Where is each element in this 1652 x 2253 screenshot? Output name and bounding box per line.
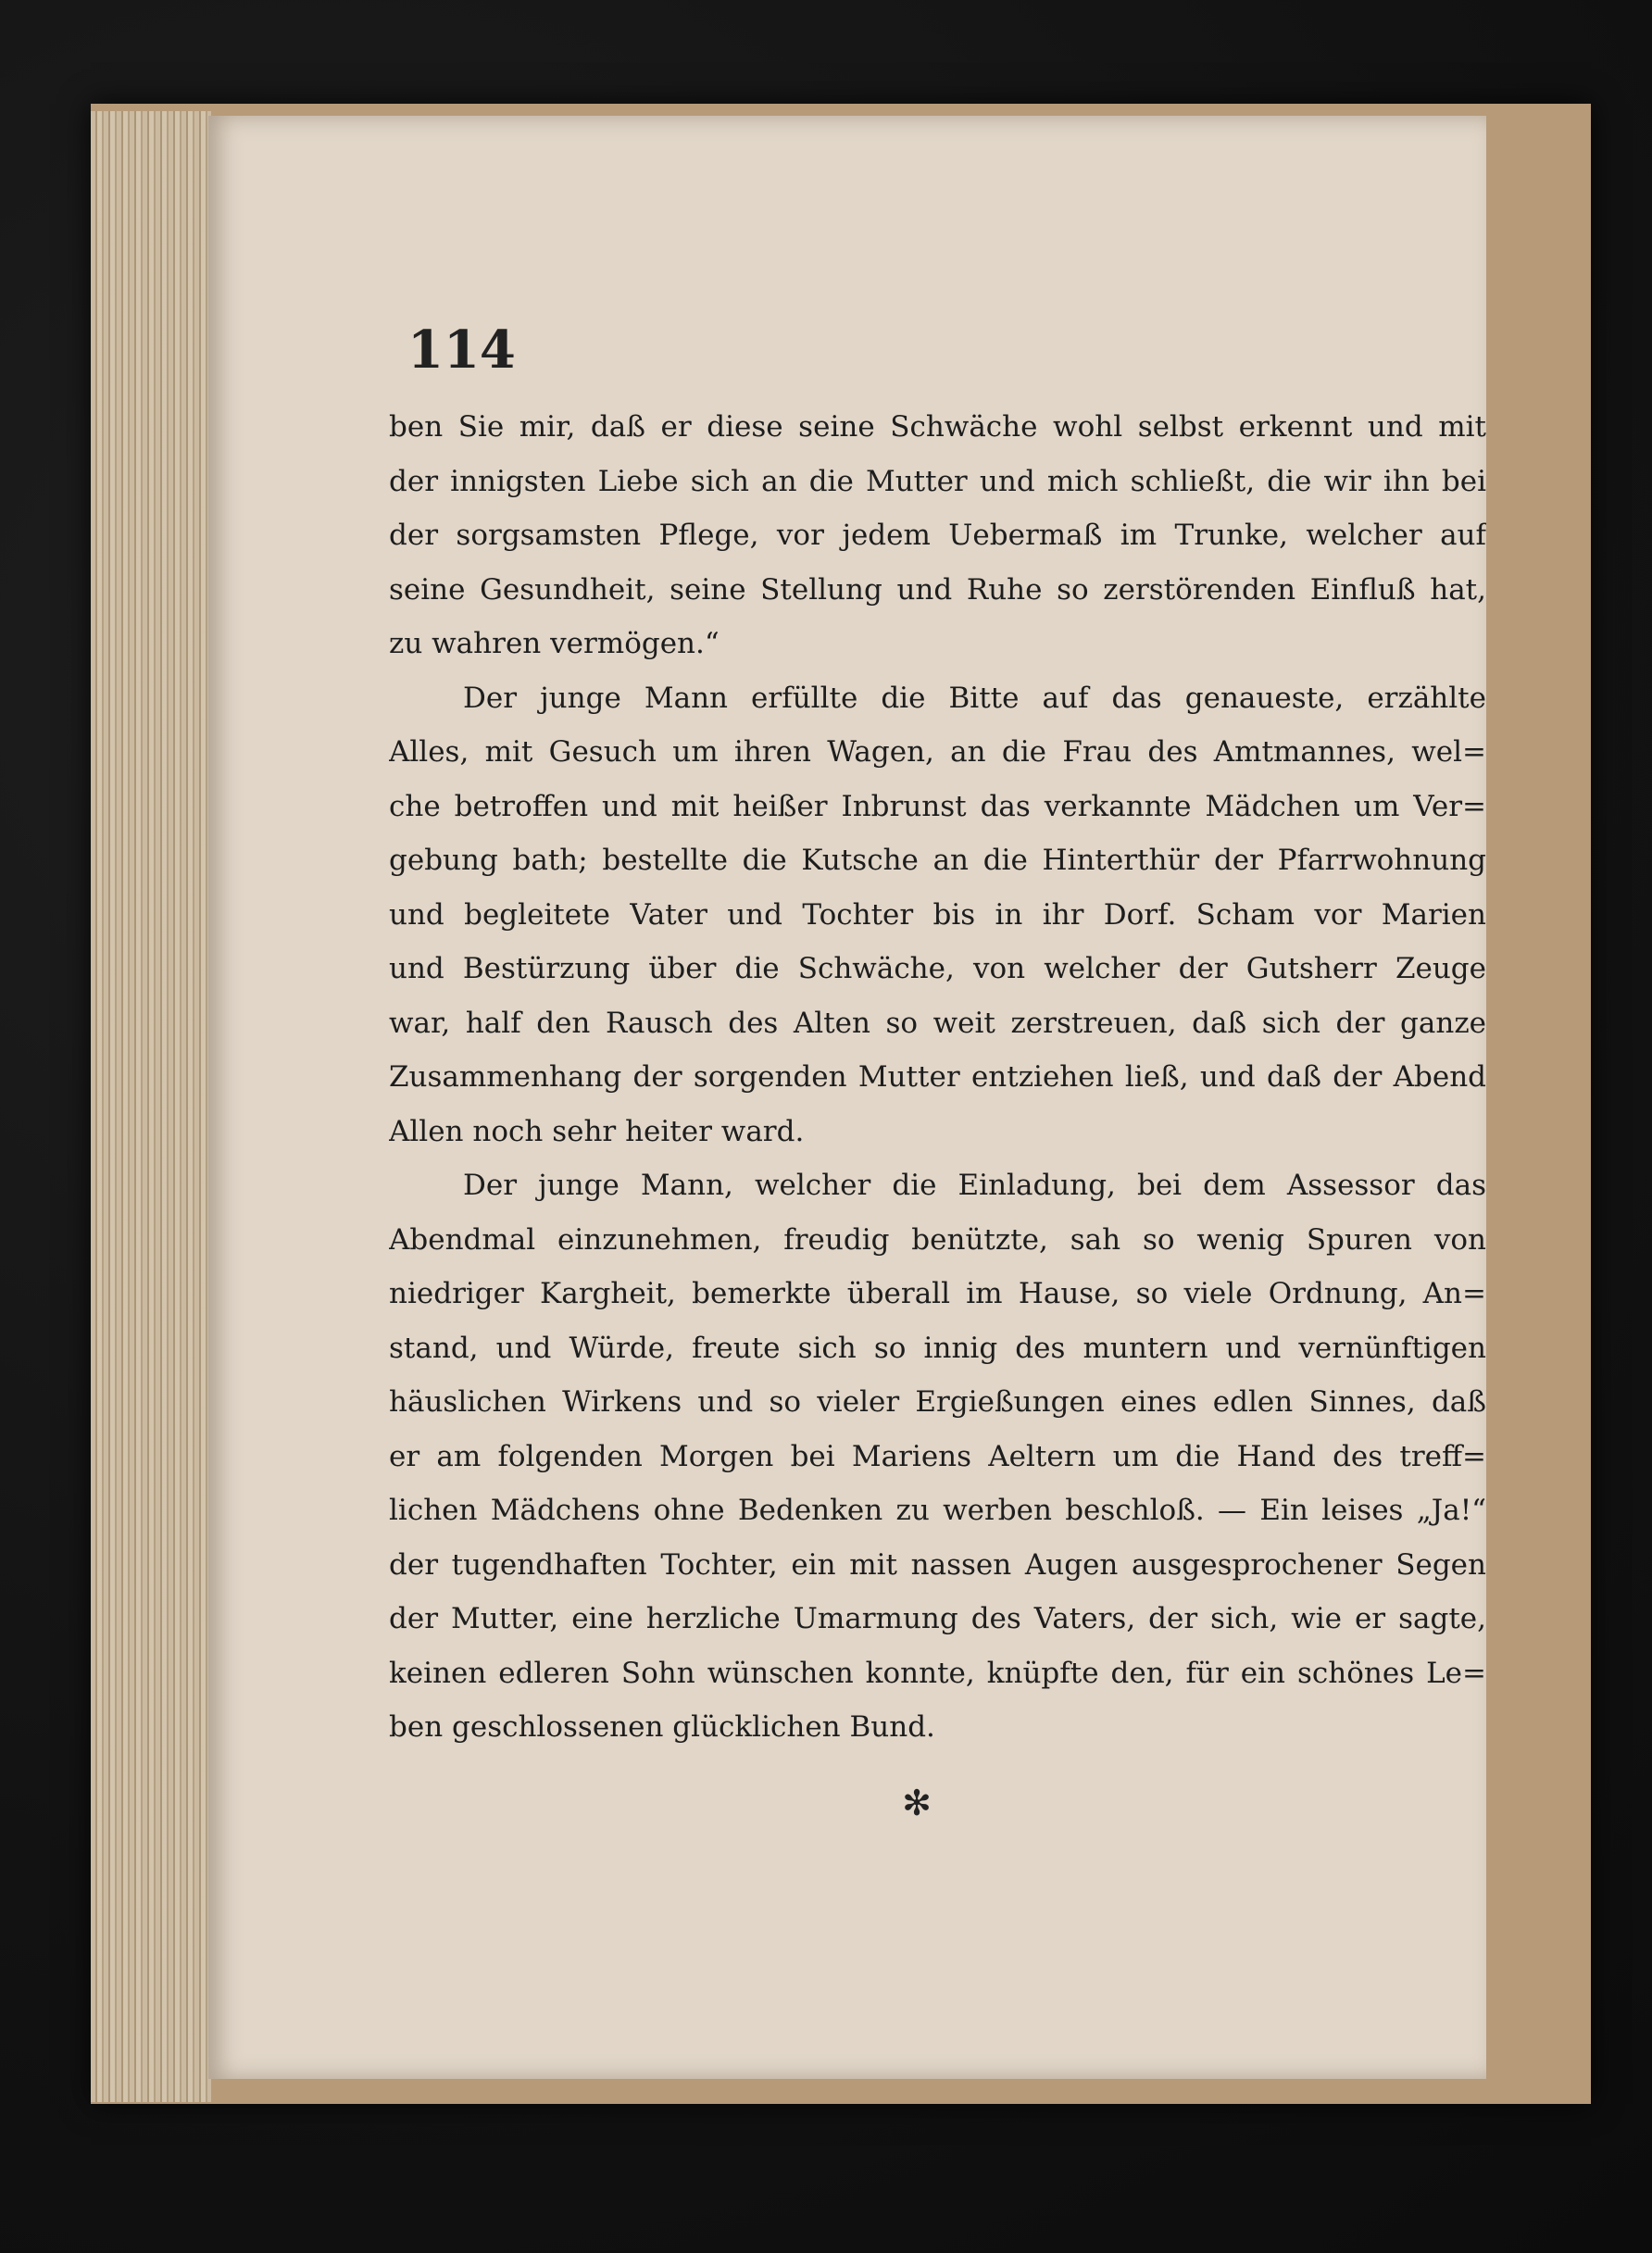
text-line: seine Gesundheit, seine Stellung und Ruhe so zerstörenden Einfluß hat, xyxy=(389,572,1486,607)
text-line: lichen Mädchens ohne Bedenken zu werben beschloß. — Ein leises „Ja!“ xyxy=(389,1494,1486,1527)
text-line: Der junge Mann erfüllte die Bitte auf das genaueste, erzählte xyxy=(463,681,1486,715)
text-line: häuslichen Wirkens und so vieler Ergießungen eines edlen Sinnes, daß xyxy=(389,1385,1486,1419)
text-line: Zusammenhang der sorgenden Mutter entziehen ließ, und daß der Abend xyxy=(389,1060,1486,1094)
text-line: und begleitete Vater und Tochter bis in ihr Dorf. Scham vor Marien xyxy=(389,897,1486,932)
text-line: Alles, mit Gesuch um ihren Wagen, an die Frau des Amtmannes, wel= xyxy=(389,735,1486,769)
text-line: ben geschlossenen glücklichen Bund. xyxy=(389,1710,935,1744)
text-line: war, half den Rausch des Alten so weit zerstreuen, daß sich der ganze xyxy=(389,1006,1486,1040)
body-text xyxy=(389,400,1486,1755)
text-line: der sorgsamsten Pflege, vor jedem Uebermaß im Trunke, welcher auf xyxy=(389,519,1486,552)
text-line: Allen noch sehr heiter ward. xyxy=(389,1114,805,1148)
page-edges xyxy=(91,111,211,2102)
text-line: niedriger Kargheit, bemerkte überall im Hause, so viele Ordnung, An= xyxy=(389,1277,1486,1310)
text-line: stand, und Würde, freute sich so innig des muntern und vernünftigen xyxy=(389,1331,1486,1365)
text-line: der Mutter, eine herzliche Umarmung des Vaters, der sich, wie er sagte, xyxy=(389,1602,1486,1635)
text-line: Der junge Mann, welcher die Einladung, bei dem Assessor das xyxy=(463,1169,1486,1202)
text-line: und Bestürzung über die Schwäche, von welcher der Gutsherr Zeuge xyxy=(389,952,1486,985)
text-line: der innigsten Liebe sich an die Mutter und mich schließt, die wir ihn bei xyxy=(389,464,1486,498)
text-line: ben Sie mir, daß er diese seine Schwäche wohl selbst erkennt und mit xyxy=(389,410,1486,444)
text-line: che betroffen und mit heißer Inbrunst das verkannte Mädchen um Ver= xyxy=(389,789,1486,823)
page-number: 114 xyxy=(407,319,516,381)
text-line: keinen edleren Sohn wünschen konnte, knüpfte den, für ein schönes Le= xyxy=(389,1656,1486,1690)
text-line: gebung bath; bestellte die Kutsche an die Hinterthür der Pfarrwohnung xyxy=(389,844,1486,877)
ornament-asterisk-icon: ✻ xyxy=(902,1783,932,1823)
text-line: zu wahren vermögen.“ xyxy=(389,627,720,660)
text-line: er am folgenden Morgen bei Mariens Aeltern um die Hand des treff= xyxy=(389,1439,1486,1473)
text-line: Abendmal einzunehmen, freudig benützte, sah so wenig Spuren von xyxy=(389,1222,1486,1257)
text-line: der tugendhaften Tochter, ein mit nassen Augen ausgesprochener Segen xyxy=(389,1547,1486,1582)
